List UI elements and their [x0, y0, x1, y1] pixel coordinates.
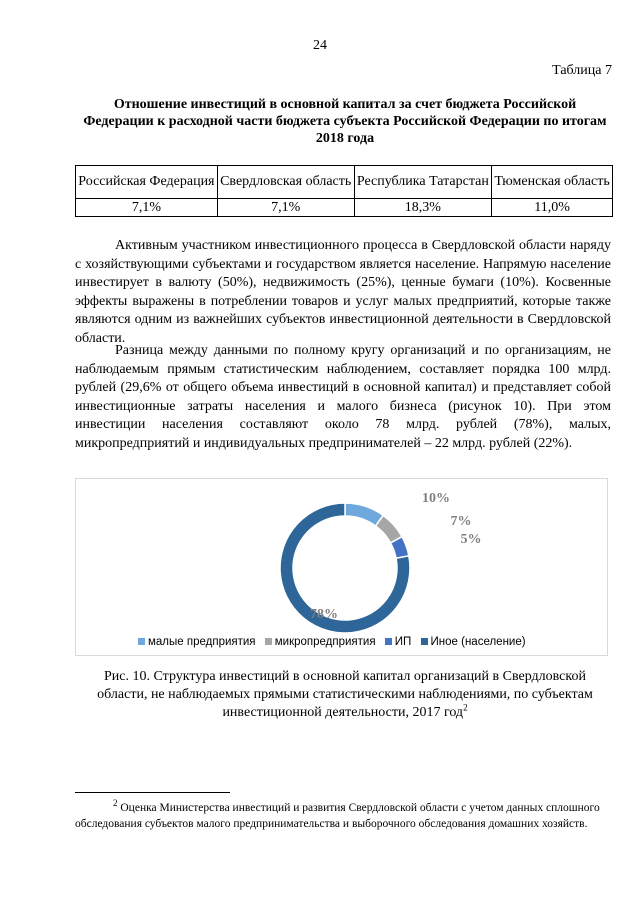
footnote-divider [75, 792, 230, 793]
footnote [75, 800, 611, 832]
legend-item [421, 636, 526, 648]
data-label: 10% [422, 491, 450, 506]
legend-label: Иное (население) [430, 636, 526, 648]
legend-item [385, 636, 412, 648]
body-paragraph: Разница между данными по полному кругу организаций и по организациям, не наблюдаемым прямым статистическим наблюдением, составляет порядка 100 млрд. рублей (29,6% от общего объема инвестиций в основной капитал) и представляет собой инвестиционные затраты населения и малого бизнеса (рисунок 10). При этом инвестиции населения составляют около 78 млрд. рублей (78%), малых, микропредприятий и индивидуальных предпринимателей – 22 млрд. рублей (22%). [75, 343, 611, 451]
data-label: 5% [460, 532, 482, 547]
table-title: Отношение инвестиций в основной капитал за счет бюджета Российской Федерации к расходной части бюджета субъекта Российской Федерации по итогам 2018 года [83, 97, 607, 146]
legend-swatch [385, 638, 392, 645]
body-paragraph: Активным участником инвестиционного процесса в Свердловской области наряду с хозяйствующими субъектами и государством является население. Напрямую население инвестирует в валюту (50%), недвижимость (25%), ценные бумаги (10%). Косвенные эффекты выражены в потреблении товаров и услуг малых предприятий, которые также являются одним из важнейших субъектов инвестиционной деятельности в Свердловской области. [75, 238, 611, 346]
legend-item [138, 636, 256, 648]
chart-area [75, 478, 608, 656]
table-row [76, 199, 613, 217]
table-cell: 7,1% [76, 199, 218, 217]
legend-swatch [138, 638, 145, 645]
legend-label: малые предприятия [148, 636, 256, 648]
table-header-cell: Тюменская область [492, 166, 613, 199]
data-label: 78% [310, 607, 338, 622]
table-header-cell: Российская Федерация [76, 166, 218, 199]
legend-label: микропредприятия [274, 636, 376, 648]
table-header-cell: Республика Татарстан [354, 166, 492, 199]
table-header-row [76, 166, 613, 199]
footnote-marker: 2 [113, 798, 118, 809]
legend-swatch [421, 638, 428, 645]
caption-text: Рис. 10. Структура инвестиций в основной капитал организаций в Свердловской области, не наблюдаемых прямыми статистическими наблюдениями, по субъектам инвестиционной деятельности, 2017 год [97, 669, 593, 720]
table-header-cell: Свердловская область [217, 166, 354, 199]
investment-ratio-table [75, 165, 613, 217]
page-number: 24 [313, 38, 327, 53]
table-cell: 11,0% [492, 199, 613, 217]
doughnut-chart [76, 479, 607, 655]
legend-item [265, 636, 376, 648]
legend-swatch [265, 638, 272, 645]
table-cell: 18,3% [354, 199, 492, 217]
table-label: Таблица 7 [552, 63, 612, 78]
table-cell: 7,1% [217, 199, 354, 217]
figure-caption [80, 668, 610, 722]
chart-legend [138, 636, 532, 648]
data-label: 7% [450, 514, 472, 529]
legend-label: ИП [394, 636, 412, 648]
footnote-reference: 2 [463, 702, 468, 713]
footnote-text: Оценка Министерства инвестиций и развития Свердловской области с учетом данных сплошного обследования субъектов малого предпринимательства и выборочного обследования домашних хозяйств. [75, 802, 600, 830]
